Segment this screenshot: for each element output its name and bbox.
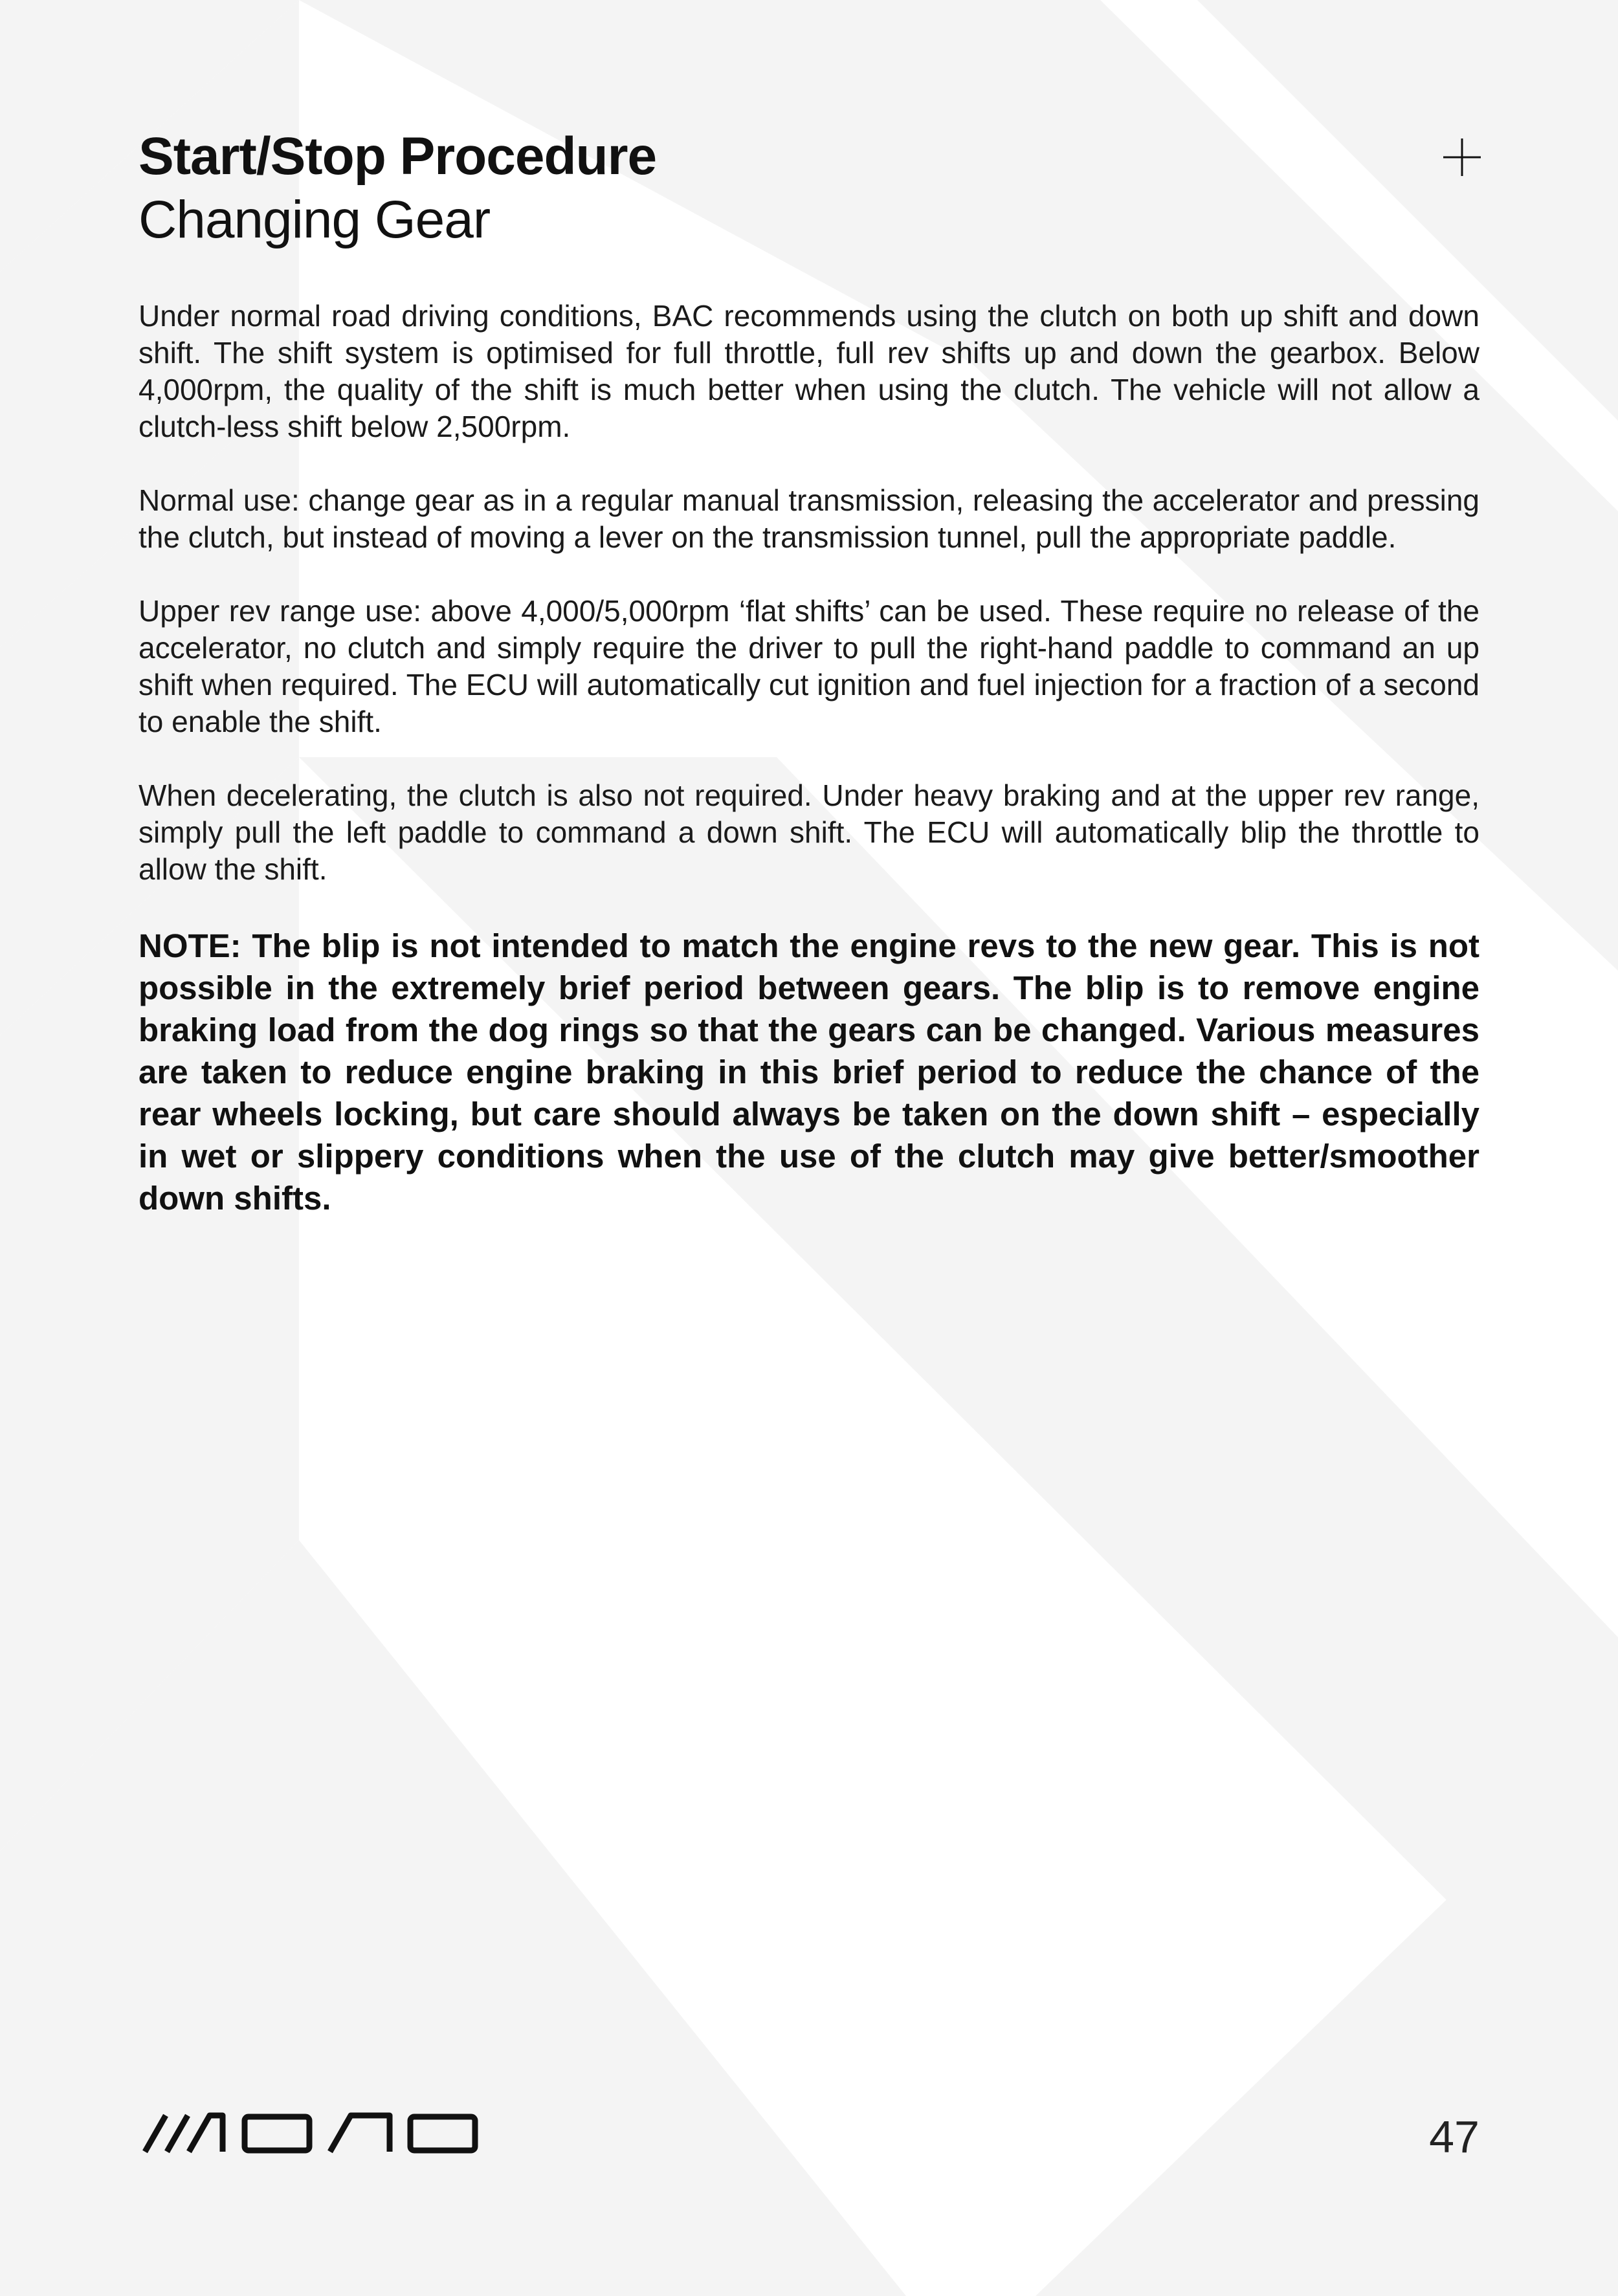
paragraph: When decelerating, the clutch is also not required. Under heavy braking and at the upper rev range, simply pull the left paddle to command a down shift. The ECU will automatically blip the throttle to allow the shift. [139,778,1479,886]
page-subtitle: Changing Gear [139,190,491,249]
plus-icon [1443,138,1481,176]
paragraph: Normal use: change gear as in a regular manual transmission, releasing the accelerator and pressing the clutch, but instead of moving a lever on the transmission tunnel, pull the appropriate paddle. [139,483,1479,554]
page-number: 47 [1429,2112,1479,2162]
paragraph: Under normal road driving conditions, BAC recommends using the clutch on both up shift and down shift. The shift system is optimised for full throttle, full rev shifts up and down the gearbox. Below 4,000rpm, the quality of the shift is much better when using the clutch. The vehicle will not allow a clutch-less shift below 2,500rpm. [139,299,1479,443]
page-title: Start/Stop Procedure [139,127,657,186]
paragraph: Upper rev range use: above 4,000/5,000rpm ‘flat shifts’ can be used. These require no release of the accelerator, no clutch and simply require the driver to pull the right-hand paddle to command an up shift when required. The ECU will automatically cut ignition and fuel injection for a fraction of a second to enable the shift. [139,594,1479,738]
mono-logo [141,2112,479,2155]
note-text: NOTE: The blip is not intended to match the engine revs to the new gear. This is not possible in the extremely brief period between gears. The blip is to remove engine braking load from the dog rings so that the gears can be changed. Various measures are taken to reduce engine braking in this brief period to reduce the chance of the rear wheels locking, but care should always be taken on the down shift – especially in wet or slippery conditions when the use of the clutch may give better/smoother down shifts. [139,927,1479,1217]
body-text [139,298,1479,1219]
